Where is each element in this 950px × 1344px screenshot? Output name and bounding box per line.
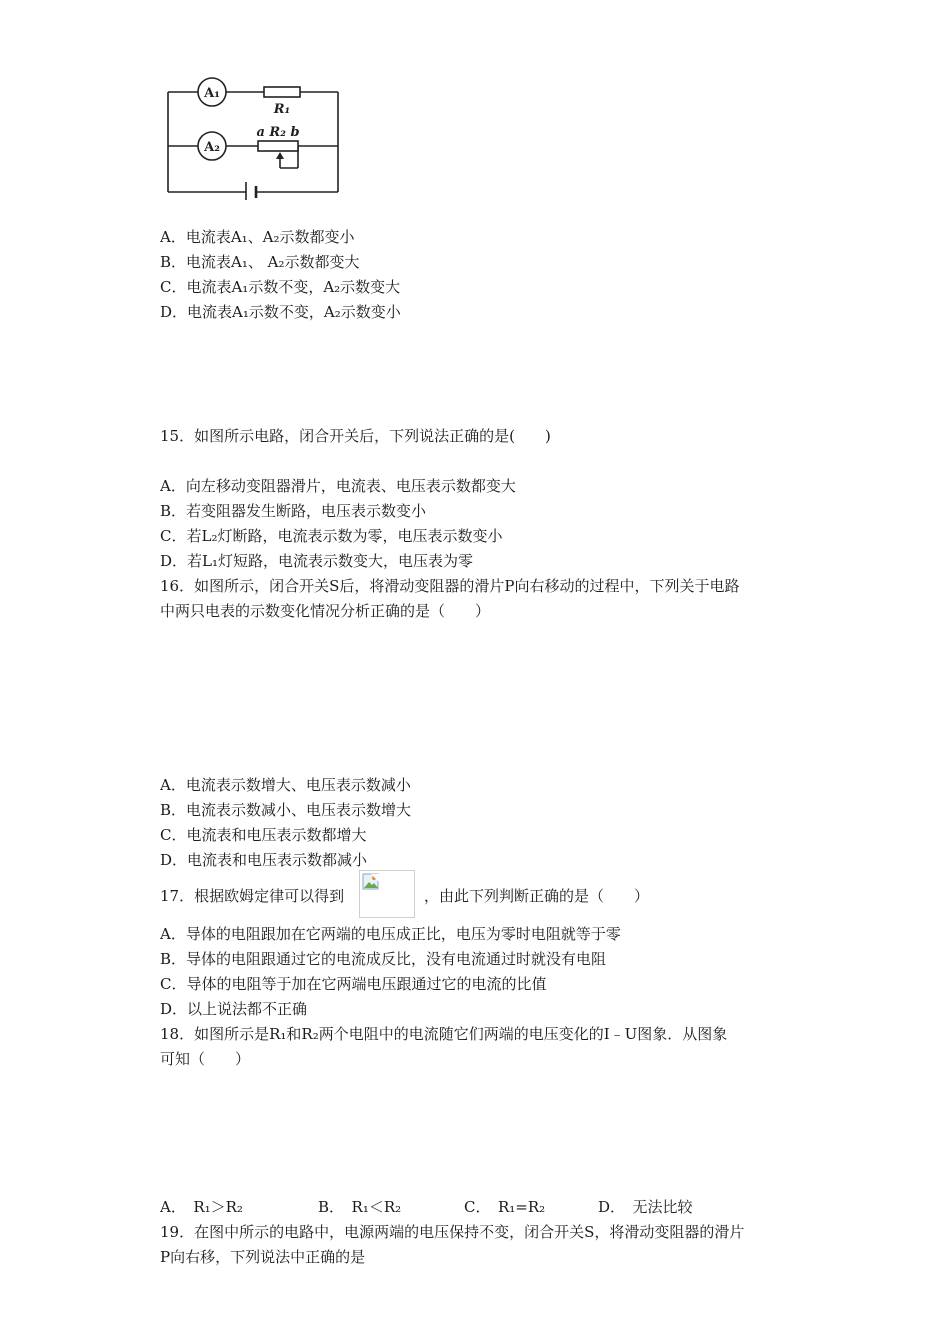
- q15-option-b: B．若变阻器发生断路，电压表示数变小: [160, 502, 427, 520]
- q19-stem-line1: 19．在图中所示的电路中，电源两端的电压保持不变，闭合开关S，将滑动变阻器的滑片: [160, 1223, 745, 1241]
- q14-option-a: A．电流表A₁、A₂示数都变小: [160, 228, 355, 246]
- q14-option-b: B．电流表A₁、 A₂示数都变大: [160, 253, 360, 271]
- label-a2: A₂: [204, 140, 220, 155]
- q18-option-a: A． R₁＞R₂: [160, 1198, 243, 1216]
- q18-stem-line1: 18．如图所示是R₁和R₂两个电阻中的电流随它们两端的电压变化的I﹣U图象．从图象: [160, 1025, 728, 1043]
- q18-options-row: [160, 1197, 800, 1217]
- q16-option-b: B．电流表示数减小、电压表示数增大: [160, 801, 412, 819]
- q14-option-c: C．电流表A₁示数不变，A₂示数变大: [160, 278, 401, 296]
- q18-stem-line2: 可知（ ）: [160, 1050, 251, 1068]
- formula-image-placeholder: [359, 870, 415, 918]
- q15-stem: 15．如图所示电路，闭合开关后，下列说法正确的是( ): [160, 427, 551, 445]
- q18-option-d: D． 无法比较: [598, 1198, 693, 1216]
- q18-option-b: B． R₁＜R₂: [318, 1198, 402, 1216]
- circuit-diagram: [160, 76, 350, 200]
- q18-option-c: C． R₁=R₂: [464, 1198, 546, 1216]
- q17-option-d: D．以上说法都不正确: [160, 1000, 308, 1018]
- q16-option-d: D．电流表和电压表示数都减小: [160, 851, 368, 869]
- rheostat-r2: [258, 141, 298, 151]
- q15-option-c: C．若L₂灯断路，电流表示数为零，电压表示数变小: [160, 527, 503, 545]
- q14-option-d: D．电流表A₁示数不变，A₂示数变小: [160, 303, 401, 321]
- q16-stem-line2: 中两只电表的示数变化情况分析正确的是（ ）: [160, 602, 491, 620]
- resistor-r1: [264, 87, 300, 97]
- broken-image-icon: [362, 873, 380, 891]
- q17-stem-post: ，由此下列判断正确的是（ ）: [424, 887, 650, 905]
- label-r1: R₁: [273, 102, 291, 117]
- q16-stem-line1: 16．如图所示，闭合开关S后，将滑动变阻器的滑片P向右移动的过程中，下列关于电路: [160, 577, 740, 595]
- q17-option-c: C．导体的电阻等于加在它两端电压跟通过它的电流的比值: [160, 975, 547, 993]
- slider-arrow: [276, 152, 284, 159]
- label-a1: A₁: [204, 86, 220, 101]
- q17-option-b: B．导体的电阻跟通过它的电流成反比，没有电流通过时就没有电阻: [160, 950, 607, 968]
- q17-stem-pre: 17．根据欧姆定律可以得到: [160, 887, 345, 905]
- q19-stem-line2: P向右移，下列说法中正确的是: [160, 1248, 366, 1266]
- q15-option-d: D．若L₁灯短路，电流表示数变大，电压表为零: [160, 552, 474, 570]
- label-r2: a R₂ b: [256, 125, 300, 140]
- q15-option-a: A．向左移动变阻器滑片，电流表、电压表示数都变大: [160, 477, 516, 495]
- q16-option-a: A．电流表示数增大、电压表示数减小: [160, 776, 411, 794]
- q16-option-c: C．电流表和电压表示数都增大: [160, 826, 367, 844]
- q17-option-a: A．导体的电阻跟加在它两端的电压成正比，电压为零时电阻就等于零: [160, 925, 621, 943]
